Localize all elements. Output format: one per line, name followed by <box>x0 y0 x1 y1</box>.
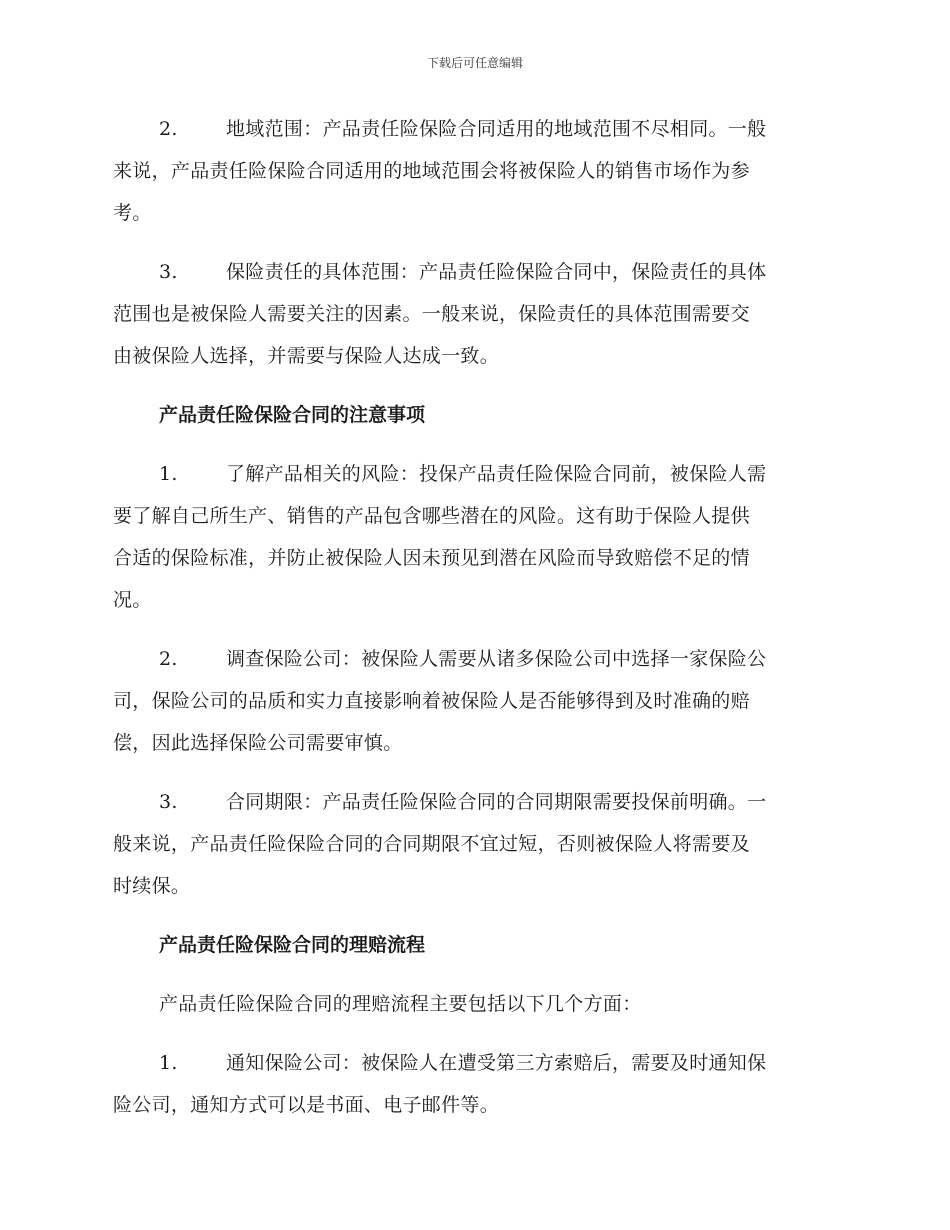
item-line: 险公司，通知方式可以是书面、电子邮件等。 <box>113 1094 500 1116</box>
item-line: 司，保险公司的品质和实力直接影响着被保险人是否能够得到及时准确的赔 <box>113 690 750 712</box>
item-number: 3. <box>159 791 178 813</box>
item-line: 地域范围：产品责任险保险合同适用的地域范围不尽相同。一般 <box>226 118 767 140</box>
section-heading-claims: 产品责任险保险合同的理赔流程 <box>159 934 426 956</box>
item-line: 偿，因此选择保险公司需要审慎。 <box>113 732 403 754</box>
list-item-contract-term <box>113 781 833 907</box>
item-line: 时续保。 <box>113 875 191 897</box>
item-line: 由被保险人选择，并需要与保险人达成一致。 <box>113 345 500 367</box>
list-item-investigate-insurer <box>113 638 833 764</box>
item-line: 况。 <box>113 589 152 611</box>
item-line: 考。 <box>113 202 152 224</box>
item-number: 1. <box>159 463 178 485</box>
section-heading-notes: 产品责任险保险合同的注意事项 <box>159 404 426 426</box>
item-number: 1. <box>159 1052 178 1074</box>
list-item-liability-scope <box>113 251 833 377</box>
item-line: 了解产品相关的风险：投保产品责任险保险合同前，被保险人需 <box>226 463 767 485</box>
item-line: 范围也是被保险人需要关注的因素。一般来说，保险责任的具体范围需要交 <box>113 303 750 325</box>
list-item-geographic-scope <box>113 108 833 234</box>
list-item-understand-risks <box>113 453 833 621</box>
item-line: 合同期限：产品责任险保险合同的合同期限需要投保前明确。一 <box>226 791 767 813</box>
claims-intro: 产品责任险保险合同的理赔流程主要包括以下几个方面： <box>159 993 642 1015</box>
item-line: 要了解自己所生产、销售的产品包含哪些潜在的风险。这有助于保险人提供 <box>113 505 750 527</box>
list-item-notify-insurer <box>113 1042 833 1126</box>
page-header: 下载后可任意编辑 <box>426 56 523 70</box>
item-line: 保险责任的具体范围：产品责任险保险合同中，保险责任的具体 <box>226 261 767 283</box>
item-line: 合适的保险标准，并防止被保险人因未预见到潜在风险而导致赔偿不足的情 <box>113 547 750 569</box>
document-body <box>113 108 833 1143</box>
item-line: 通知保险公司：被保险人在遭受第三方索赔后，需要及时通知保 <box>226 1052 767 1074</box>
item-line: 调查保险公司：被保险人需要从诸多保险公司中选择一家保险公 <box>226 648 767 670</box>
item-number: 2. <box>159 648 178 670</box>
item-number: 2. <box>159 118 178 140</box>
item-line: 般来说，产品责任险保险合同的合同期限不宜过短，否则被保险人将需要及 <box>113 833 750 855</box>
item-line: 来说，产品责任险保险合同适用的地域范围会将被保险人的销售市场作为参 <box>113 160 750 182</box>
item-number: 3. <box>159 261 178 283</box>
